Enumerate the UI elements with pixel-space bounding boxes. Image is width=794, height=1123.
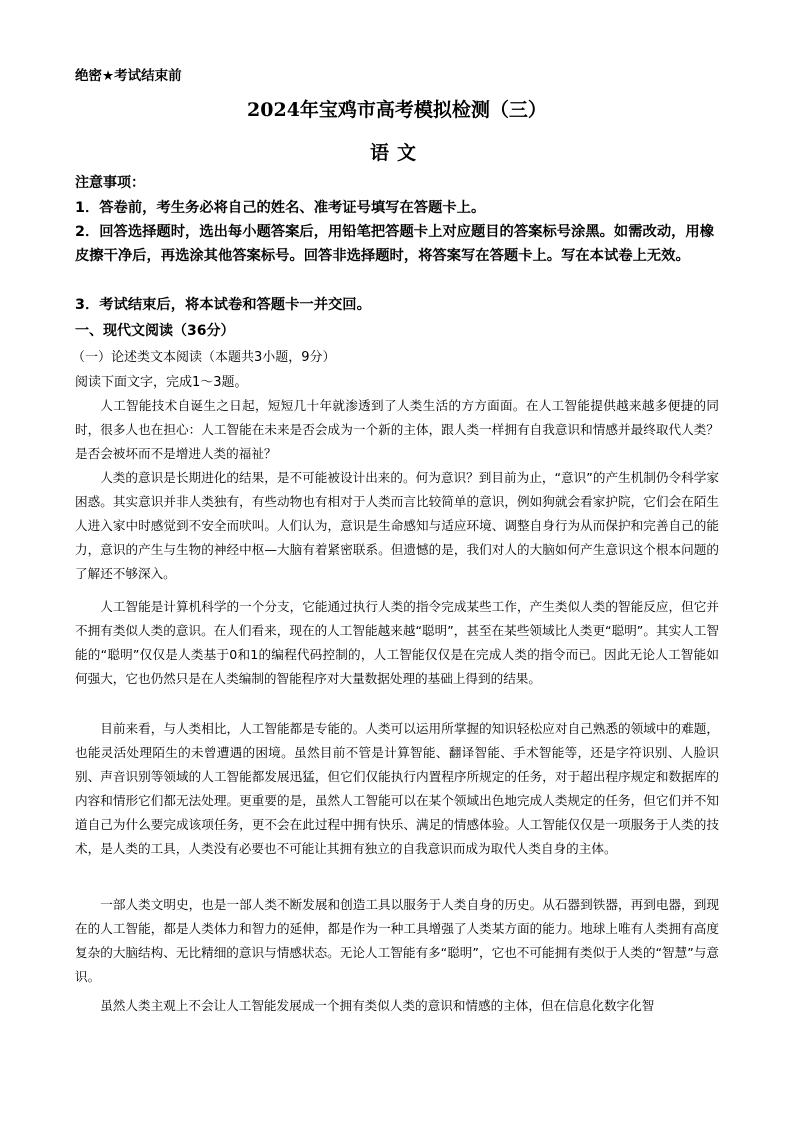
passage-paragraph-6: 虽然人类主观上不会让人工智能发展成一个拥有类似人类的意识和情感的主体，但在信息化数字化智: [100, 998, 655, 1013]
note-item-1: 1．答卷前，考生务必将自己的姓名、准考证号填写在答题卡上。: [75, 200, 486, 216]
note-item-2: 2．回答选择题时，选出每小题答案后，用铅笔把答题卡上对应题目的答案标号涂黑。如需改动，用橡皮擦干净后，再选涂其他答案标号。回答非选择题时，将答案写在答题卡上。写在本试卷上无效。: [75, 224, 715, 264]
passage-paragraph-3: 人工智能是计算机科学的一个分支，它能通过执行人类的指令完成某些工作，产生类似人类的智能反应，但它并不拥有类似人类的意识。在人们看来，现在的人工智能越来越“聪明”，甚至在某些领域比人类更“聪明”。其实人工智能的“聪明”仅仅是人类基于0和1的编程代码控制的，人工智能仅仅是在完成人类的指令而已。因此无论人工智能如何强大，它也仍然只是在人类编制的智能程序对大量数据处理的基础上得到的结果。: [75, 599, 719, 686]
subject-title: 语文: [369, 142, 424, 164]
note-item-3: 3．考试结束后，将本试卷和答题卡一并交回。: [75, 297, 371, 313]
passage-paragraph-4: 目前来看，与人类相比，人工智能都是专能的。人类可以运用所掌握的知识轻松应对自己熟悉的领域中的难题，也能灵活处理陌生的未曾遭遇的困境。虽然目前不管是计算智能、翻译智能、手术智能等，还是字符识别、人脸识别、声音识别等领域的人工智能都发展迅猛，但它们仅能执行内置程序所规定的任务，对于超出程序规定和数据库的内容和情形它们都无法处理。更重要的是，虽然人工智能可以在某个领域出色地完成人类规定的任务，但它们并不知道自己为什么要完成该项任务，更不会在此过程中拥有快乐、满足的情感体验。人工智能仅仅是一项服务于人类的技术，是人类的工具，人类没有必要也不可能让其拥有独立的自我意识而成为取代人类自身的主体。: [75, 721, 719, 856]
exam-title: 2024年宝鸡市高考模拟检测（三）: [247, 99, 547, 121]
passage-paragraph-5: 一部人类文明史，也是一部人类不断发展和创造工具以服务于人类自身的历史。从石器到铁器，再到电器，到现在的人工智能，都是人类体力和智力的延伸，都是作为一种工具增强了人类某方面的能力。地球上唯有人类拥有高度复杂的大脑结构、无比精细的意识与情感状态。无论人工智能有多“聪明”，它也不可能拥有类似于人类的“智慧”与意识。: [75, 897, 719, 984]
passage-paragraph-1: 人工智能技术自诞生之日起，短短几十年就渗透到了人类生活的方方面面。在人工智能提供越来越多便捷的同时，很多人也在担心：人工智能在未来是否会成为一个新的主体，跟人类一样拥有自我意识和情感并最终取代人类？是否会被坏而不是增进人类的福祉？: [75, 398, 719, 461]
notes-heading: 注意事项：: [75, 175, 145, 191]
subsection-title: （一）论述类文本阅读（本题共3小题，9分）: [72, 350, 336, 365]
secret-mark: 绝密★考试结束前: [75, 68, 182, 84]
passage-paragraph-2: 人类的意识是长期进化的结果，是不可能被设计出来的。何为意识？到目前为止，“意识”的产生机制仍令科学家困惑。其实意识并非人类独有，有些动物也有相对于人类而言比较简单的意识，例如狗就会看家护院，它们会在陌生人进入家中时感觉到不安全而吠叫。人们认为，意识是生命感知与适应环境、调整自身行为从而保护和完善自己的能力，意识的产生与生物的神经中枢—大脑有着紧密联系。但遗憾的是，我们对人的大脑如何产生意识这个根本问题的了解还不够深入。: [75, 470, 719, 581]
reading-instruction: 阅读下面文字，完成1～3题。: [75, 375, 248, 390]
section-title: 一、现代文阅读（36分）: [75, 323, 235, 339]
